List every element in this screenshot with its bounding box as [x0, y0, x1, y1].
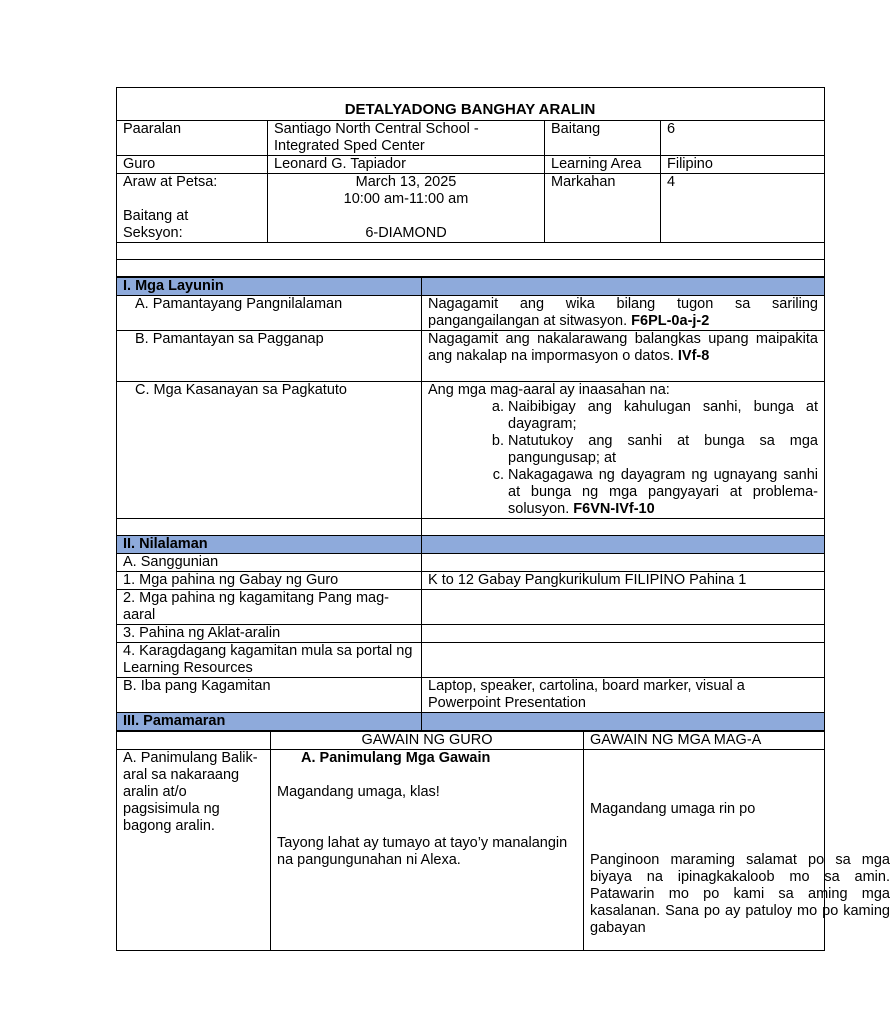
col-gawain-mag-aaral: GAWAIN NG MGA MAG-A [584, 732, 825, 750]
iba-kagamitan-line-2: Powerpoint Presentation [428, 695, 586, 711]
mag-aaral-prayer: Panginoon maraming salamat po sa mga biyaya na ipinagkakaloob mo sa amin. Patawarin mo po kami sa aming mga kasalanan. Sana po ay patuloy mo po kaming gabayan [590, 852, 890, 936]
araw-time: 10:00 am-11:00 am [343, 191, 469, 207]
kasanayan-item-text: Nakagagawa ng dayagram ng ugnayang sanhi at bunga ng mga pangyayari at problema-solusyon. [508, 467, 818, 517]
pamantayang-pangnilalaman-value [422, 296, 825, 331]
iba-kagamitan-label: B. Iba pang Kagamitan [117, 678, 422, 713]
document-title: DETALYADONG BANGHAY ARALIN [344, 101, 596, 118]
guro-value: Leonard G. Tapiador [268, 156, 545, 174]
araw-date: March 13, 2025 [355, 174, 457, 190]
paaralan-value: Santiago North Central School - Integrated Sped Center [268, 121, 545, 156]
aklat-value [422, 625, 825, 643]
learning-area-label: Learning Area [545, 156, 661, 174]
learning-area-value: Filipino [661, 156, 825, 174]
kagamitan-label: 2. Mga pahina ng kagamitang Pang mag-aaral [117, 590, 422, 625]
pamamaraan-header: III. Pamamaran [117, 713, 422, 731]
pamantayang-pangnilalaman-text: Nagagamit ang wika bilang tugon sa sariling pangangailangan at sitwasyon. [428, 296, 818, 329]
karagdagan-label: 4. Karagdagang kagamitan mula sa portal ng Learning Resources [117, 643, 422, 678]
araw-label: Araw at Petsa: [123, 174, 218, 190]
mag-aaral-greeting: Magandang umaga rin po [590, 801, 756, 817]
pamantayang-pangnilalaman-label: A. Pamantayang Pangnilalaman [117, 296, 422, 331]
iba-kagamitan-line-1: Laptop, speaker, cartolina, board marker, visual a [428, 678, 745, 694]
pamantayan-pagganap-value [422, 331, 825, 382]
spacer-cell [117, 519, 422, 536]
lesson-plan-sheet [116, 87, 890, 938]
araw-seksyon-value-cell [268, 174, 545, 243]
guro-activity-cell [271, 750, 584, 951]
pamantayan-pagganap-text: Nagagamit ang nakalarawang balangkas upang maipakita ang nakalap na impormasyon o datos. [428, 331, 818, 364]
panimulang-row-label: A. Panimulang Balik-aral sa nakaraang aralin at/o pagsisimula ng bagong aralin. [117, 750, 271, 951]
sanggunian-label: A. Sanggunian [117, 554, 422, 572]
kasanayan-label: C. Mga Kasanayan sa Pagkatuto [117, 382, 422, 519]
panimulang-gawain-heading: A. Panimulang Mga Gawain [301, 750, 491, 766]
mag-aaral-activity-cell [584, 750, 890, 951]
col-gawain-guro: GAWAIN NG GURO [271, 732, 584, 750]
list-item: a. Naibibigay ang kahulugan sanhi, bunga at dayagram; [508, 399, 818, 433]
layunin-header: I. Mga Layunin [117, 278, 422, 296]
guro-prayer-instruction: Tayong lahat ay tumayo at tayo’y manalangin na pangungunahan ni Alexa. [277, 835, 568, 868]
procedure-table [116, 731, 890, 951]
spacer-row [117, 243, 825, 260]
spacer-cell [422, 519, 825, 536]
nilalaman-header: II. Nilalaman [117, 536, 422, 554]
aklat-label: 3. Pahina ng Aklat-aralin [117, 625, 422, 643]
pamamaraan-header-fill [422, 713, 825, 731]
kasanayan-code: F6VN-IVf-10 [573, 501, 655, 517]
main-table [116, 277, 825, 731]
markahan-label: Markahan [545, 174, 661, 243]
seksyon-label-1: Baitang at [123, 208, 189, 224]
kagamitan-value [422, 590, 825, 625]
markahan-value: 4 [661, 174, 825, 243]
list-item [508, 467, 818, 518]
kasanayan-list [428, 399, 818, 518]
layunin-header-fill [422, 278, 825, 296]
gabay-value: K to 12 Gabay Pangkurikulum FILIPINO Pahina 1 [422, 572, 825, 590]
guro-label: Guro [117, 156, 268, 174]
kasanayan-value [422, 382, 825, 519]
seksyon-label-2: Seksyon: [123, 225, 183, 241]
kasanayan-intro: Ang mga mag-aaral ay inaasahan na: [428, 382, 670, 398]
seksyon-value: 6-DIAMOND [365, 225, 447, 241]
pamantayang-pangnilalaman-code: F6PL-0a-j-2 [631, 313, 710, 329]
pamantayan-pagganap-label: B. Pamantayan sa Pagganap [117, 331, 422, 382]
baitang-label: Baitang [545, 121, 661, 156]
baitang-value: 6 [661, 121, 825, 156]
nilalaman-header-fill [422, 536, 825, 554]
list-item: b. Natutukoy ang sanhi at bunga sa mga pangungusap; at [508, 433, 818, 467]
spacer-row [117, 260, 825, 277]
gabay-label: 1. Mga pahina ng Gabay ng Guro [117, 572, 422, 590]
guro-greeting: Magandang umaga, klas! [277, 784, 440, 800]
pamantayan-pagganap-code: IVf-8 [677, 348, 710, 364]
procedure-col-blank [117, 732, 271, 750]
paaralan-label: Paaralan [117, 121, 268, 156]
karagdagan-value [422, 643, 825, 678]
sanggunian-value [422, 554, 825, 572]
araw-seksyon-label-cell [117, 174, 268, 243]
iba-kagamitan-value [422, 678, 825, 713]
